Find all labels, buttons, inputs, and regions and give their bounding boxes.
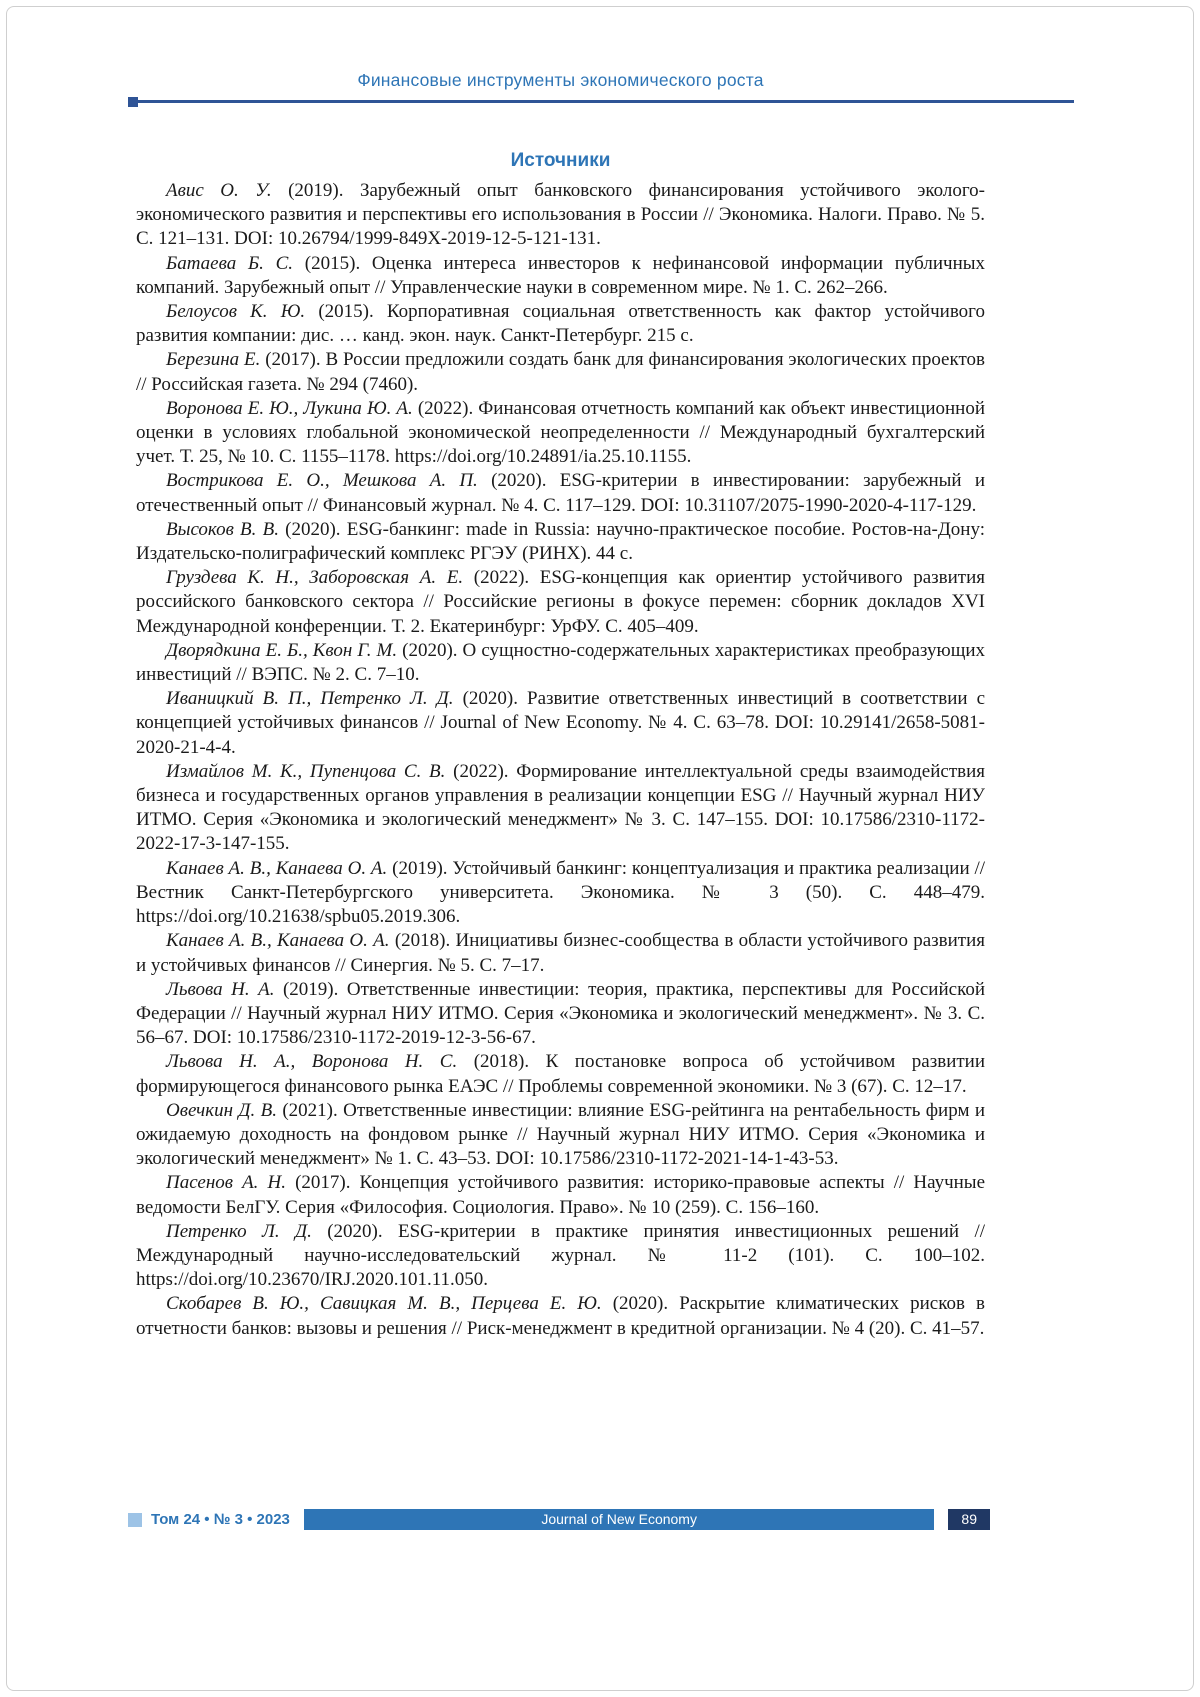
section-title: Источники xyxy=(510,150,611,171)
header-rule-square xyxy=(128,97,138,107)
reference-item xyxy=(136,300,985,348)
reference-item xyxy=(136,929,985,977)
reference-authors: Вострикова Е. О., Мешкова А. П. xyxy=(166,470,478,492)
reference-text: (2015). Корпоративная социальная ответственность как фактор устойчивого развития компании: дис. … канд. экон. наук. Санкт-Петербург. 215 с. xyxy=(136,301,985,347)
reference-authors: Петренко Л. Д. xyxy=(166,1220,312,1242)
reference-text: (2020). Развитие ответственных инвестиций в соответствии с концепцией устойчивых финансов // Journal of New Economy. № 4. С. 63–78. DOI: 10.29141/2658-5081-2020-21-4-4. xyxy=(136,688,986,758)
reference-text: (2022). Формирование интеллектуальной среды взаимодействия бизнеса и государственных органов управления в реализации концепции ESG // Научный журнал НИУ ИТМО. Серия «Экономика и экологический менеджмент» № 3. С. 147–155. DOI: 10.17586/2310-1172-2022-17-3-147-155. xyxy=(136,760,986,855)
reference-text: (2020). ESG-банкинг: made in Russia: научно-практическое пособие. Ростов-на-Дону: Издательско-полиграфический комплекс РГЭУ (РИНХ). 44 с. xyxy=(136,518,986,565)
reference-text: (2020). ESG-критерии в практике принятия инвестиционных решений // Международный научно-исследовательский журнал. № 11-2 (101). С. 100–102. https://doi.org/10.23670/IRJ.2020.101.11.050. xyxy=(136,1220,985,1291)
reference-authors: Овечкин Д. В. xyxy=(166,1099,277,1121)
reference-text: (2017). В России предложили создать банк для финансирования экологических проектов // Российская газета. № 294 (7460). xyxy=(136,349,985,395)
references-section xyxy=(136,150,985,1341)
reference-item xyxy=(136,566,985,639)
reference-item xyxy=(136,760,985,857)
reference-authors: Канаев А. В., Канаева О. А. xyxy=(166,930,390,952)
reference-authors: Батаева Б. С. xyxy=(166,252,294,274)
reference-authors: Дворядкина Е. Б., Квон Г. М. xyxy=(166,639,398,661)
reference-authors: Белоусов К. Ю. xyxy=(166,301,306,323)
reference-item xyxy=(136,1171,985,1219)
reference-text: (2021). Ответственные инвестиции: влияние ESG-рейтинга на рентабельность фирм и ожидаемую доходность на фондовом рынке // Научный журнал НИУ ИТМО. Серия «Экономика и экологический менеджмент» № 1. С. 43–53. DOI: 10.17586/2310-1172-2021-14-1-43-53. xyxy=(136,1099,985,1170)
reference-item xyxy=(136,252,985,300)
reference-text: (2015). Оценка интереса инвесторов к нефинансовой информации публичных компаний. Зарубежный опыт // Управленческие науки в современном мире. № 1. С. 262–266. xyxy=(136,252,986,298)
reference-item xyxy=(136,978,985,1051)
reference-item xyxy=(136,1099,985,1172)
page-footer xyxy=(128,1509,990,1530)
reference-item xyxy=(136,1050,985,1098)
reference-text: (2022). ESG-концепция как ориентир устойчивого развития российского банковского сектора // Российские регионы в фокусе перемен: сборник докладов XVI Международной конференции. Т. 2. Екатеринбург: УрФУ. С. 405–409. xyxy=(136,567,986,637)
reference-item xyxy=(136,1292,985,1340)
reference-item xyxy=(136,639,985,687)
reference-item xyxy=(136,179,985,252)
reference-authors: Березина Е. xyxy=(166,349,261,371)
reference-item xyxy=(136,687,985,760)
reference-item xyxy=(136,518,985,566)
header-rule xyxy=(128,96,1074,107)
reference-authors: Львова Н. А., Воронова Н. С. xyxy=(166,1051,458,1073)
reference-item xyxy=(136,469,985,517)
running-header-title: Финансовые инструменты экономического роста xyxy=(357,70,764,90)
header-rule-line xyxy=(138,100,1074,103)
reference-item xyxy=(136,348,985,396)
reference-text: (2017). Концепция устойчивого развития: историко-правовые аспекты // Научные ведомости БелГУ. Серия «Философия. Социология. Право». № 10 (259). С. 156–160. xyxy=(136,1172,986,1218)
reference-item xyxy=(136,397,985,470)
reference-authors: Воронова Е. Ю., Лукина Ю. А. xyxy=(166,397,413,419)
journal-name-bar: Journal of New Economy xyxy=(304,1509,935,1530)
footer-accent-square xyxy=(128,1513,142,1527)
reference-text: (2019). Зарубежный опыт банковского финансирования устойчивого эколого-экономического развития и перспективы его использования в России // Экономика. Налоги. Право. № 5. С. 121–131. DOI: 10.26794/1999-849X-2019-12-5-121-131. xyxy=(136,180,986,250)
reference-item xyxy=(136,857,985,930)
reference-authors: Львова Н. А. xyxy=(166,978,275,1000)
reference-text: (2018). Инициативы бизнес-сообщества в области устойчивого развития и устойчивых финансов // Синергия. № 5. С. 7–17. xyxy=(136,930,986,976)
page-number: 89 xyxy=(948,1509,990,1530)
reference-item xyxy=(136,1220,985,1293)
reference-text: (2019). Ответственные инвестиции: теория, практика, перспективы для Российской Федерации // Научный журнал НИУ ИТМО. Серия «Экономика и экологический менеджмент». № 3. С. 56–67. DOI: 10.17586/2310-1172-2019-12-3-56-67. xyxy=(136,978,985,1049)
reference-authors: Пасенов А. Н. xyxy=(166,1172,286,1194)
volume-issue-label: Том 24 • № 3 • 2023 xyxy=(151,1511,290,1528)
reference-authors: Канаев А. В., Канаева О. А. xyxy=(166,857,388,879)
reference-text: (2020). Раскрытие климатических рисков в отчетности банков: вызовы и решения // Риск-менеджмент в кредитной организации. № 4 (20). С. 41–57. xyxy=(136,1293,986,1339)
reference-authors: Груздева К. Н., Заборовская А. Е. xyxy=(166,567,464,589)
reference-authors: Авис О. У. xyxy=(166,180,272,201)
reference-text: (2022). Финансовая отчетность компаний как объект инвестиционной оценки в условиях глобальной экономической неопределенности // Международный бухгалтерский учет. Т. 25, № 10. С. 1155–1178. https://doi.org/10.24891/ia.25.10.1155. xyxy=(136,397,985,468)
reference-authors: Скобарев В. Ю., Савицкая М. В., Перцева Е. Ю. xyxy=(166,1293,602,1315)
reference-text: (2018). К постановке вопроса об устойчивом развитии формирующегося финансового рынка ЕАЭС // Проблемы современной экономики. № 3 (67). С. 12–17. xyxy=(136,1051,986,1097)
reference-text: (2020). ESG-критерии в инвестировании: зарубежный и отечественный опыт // Финансовый журнал. № 4. С. 117–129. DOI: 10.31107/2075-1990-2020-4-117-129. xyxy=(136,470,986,516)
reference-text: (2020). О сущностно-содержательных характеристиках преобразующих инвестиций // ВЭПС. № 2. С. 7–10. xyxy=(136,639,986,686)
reference-authors: Высоков В. В. xyxy=(166,518,279,540)
reference-authors: Иваницкий В. П., Петренко Л. Д. xyxy=(166,688,454,710)
reference-text: (2019). Устойчивый банкинг: концептуализация и практика реализации // Вестник Санкт-Петербургского университета. Экономика. № 3 (50). С. 448–479. https://doi.org/10.21638/spbu05.2019.306. xyxy=(136,857,986,928)
reference-authors: Измайлов М. К., Пупенцова С. В. xyxy=(166,760,446,782)
